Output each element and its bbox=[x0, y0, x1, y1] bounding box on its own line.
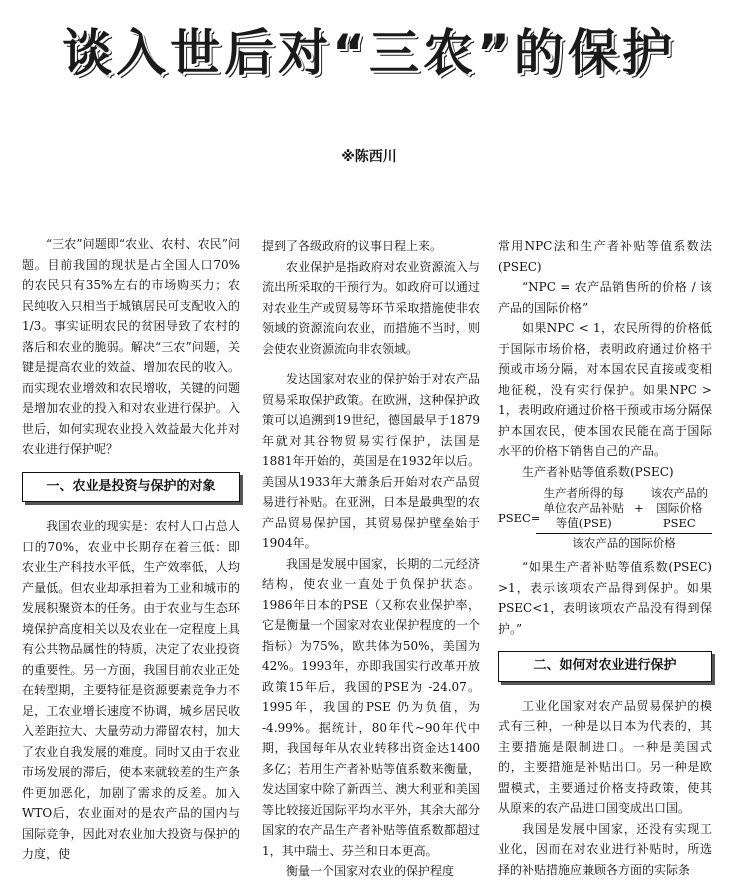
section-heading-1: 一、农业是投资与保护的对象 bbox=[22, 472, 240, 503]
formula-term-2: 该农产品的国际价格PSEC bbox=[650, 486, 709, 530]
section-heading-2: 二、如何对农业进行保护 bbox=[498, 651, 712, 682]
paragraph: 如果NPC < 1，农民所得的价格低于国际市场价格，表明政府通过价格干预或市场分隔，对本国农民直接或变相地征税，没有实行保护。如果NPC > 1，表明政府通过价格干预或市场分隔保护本国农民，使本国农民能在高于国际水平的价格下销售自己的产品。 bbox=[498, 321, 712, 458]
paragraph: 生产者补贴等值系数(PSEC) bbox=[522, 464, 674, 479]
paragraph: 工业化国家对农产品贸易保护的模式有三种，一种是以日本为代表的，其主要措施是限制进口。一种是美国式的，主要措施是补贴出口。另一种是欧盟模式，主要通过价格支持政策，使其从原来的农产品进口国变成出口国。 bbox=[498, 698, 712, 815]
formula-fraction bbox=[536, 486, 712, 551]
paragraph: 农业保护是指政府对农业资源流入与流出所采取的干预行为。如政府可以通过对农业生产或贸易等环节采取措施使非农领域的资源流向农业，而措施不当时，则会使农业资源流向非农领域。 bbox=[262, 259, 480, 356]
psec-formula bbox=[498, 486, 712, 551]
formula-plus: + bbox=[634, 501, 644, 515]
paragraph: 发达国家对农业的保护始于对农产品贸易采取保护政策。在欧洲，这种保护政策可以追溯到19世纪，德国最早于1879年就对其谷物贸易实行保护，法国是1881年开始的，英国是在1932年以后。美国从1933年大萧条后开始对农产品贸易进行补贴。在亚洲，日本是最典型的农产品贸易保护国，其贸易保护壁垒始于1904年。 bbox=[262, 372, 480, 550]
column-1 bbox=[22, 234, 240, 865]
article-title: 谈入世后对“三农”的保护 bbox=[62, 24, 676, 82]
column-3 bbox=[498, 236, 712, 880]
formula-denominator: 该农产品的国际价格 bbox=[572, 536, 676, 550]
paragraph: 我国农业的现实是：农村人口占总人口的70%，农业中长期存在着三低：即农业生产科技水平低，生产效率低，人均产量低。但农业却承担着为工业和城市的发展积聚资本的任务。由于农业与生态环境保护高度相关以及农业在一定程度上具有公共物品属性的特质，决定了农业投资的重要性。另一方面，我国目前农业正处在转型期，主要特征是资源要素竞争力不足，工农业增长速度不协调，城乡居民收入差距拉大、大量劳动力滞留农村，加大了农业自我发展的难度。同时又由于农业市场发展的滞后，使本来就较差的生产条件更加恶化，加剧了需求的反差。加入WTO后，农业面对的是农产品的国内与国际竞争，因此对农业加大投资与保护的力度，使 bbox=[22, 519, 240, 861]
paragraph: “如果生产者补贴等值系数(PSEC) >1，表示该项农产品得到保护。如果PSEC<1，表明该项农产品没有得到保护。” bbox=[498, 560, 712, 636]
paragraph: 常用NPC法和生产者补贴等值系数法(PSEC) bbox=[498, 239, 712, 274]
paragraph: 衡量一个国家对农业的保护程度 bbox=[286, 864, 455, 878]
formula-lhs: PSEC= bbox=[498, 511, 541, 525]
formula-term-1: 生产者所得的每单位农产品补贴等值(PSE) bbox=[543, 486, 624, 530]
author-byline: ※陈西川 bbox=[341, 149, 397, 165]
paragraph: 提到了各级政府的议事日程上来。 bbox=[262, 239, 443, 253]
formula-numerator bbox=[536, 486, 712, 534]
paragraph: 我国是发展中国家，长期的二元经济结构，使农业一直处于负保护状态。1986年日本的PSE（又称农业保护率，它是衡量一个国家对农业保护程度的一个指标）为75%，欧共体为50%，美国为42%。1993年，亦即我国实行改革开放政策15年后，我国的PSE为 -24.07。1995年，我国的PSE 仍为负值，为 -4.99%。据统计，80年代~90年代中期，我国每年从农业转移出资金达1400多亿；若用生产者补贴等值系数来衡量，发达国家中除了新西兰、澳大利亚和美国等比较接近国际平均水平外，其余大部分国家的农产品生产者补贴等值系数都超过1，其中瑞士、芬兰和日本更高。 bbox=[262, 556, 480, 858]
column-2 bbox=[262, 236, 480, 882]
npc-formula: “NPC = 农产品销售所的价格 / 该产品的国际价格” bbox=[498, 280, 712, 315]
paragraph: “三农”问题即“农业、农村、农民”问题。目前我国的现状是占全国人口70%的农民只有35%左右的市场购买力；农民纯收入只相当于城镇居民可支配收入的1/3。事实证明农民的贫困导致了农村的落后和农业的脆弱。解决“三农”问题，关键是提高农业的效益、增加农民的收入。而实现农业增效和农民增收，关键的问题是增加农业的投入和对农业进行保护。入世后，如何实现农业投入效益最大化并对农业进行保护呢？ bbox=[22, 237, 240, 456]
paragraph: 我国是发展中国家，还没有实现工业化，因而在对农业进行补贴时，所选择的补贴措施应兼顾各方面的实际条 bbox=[498, 821, 712, 877]
